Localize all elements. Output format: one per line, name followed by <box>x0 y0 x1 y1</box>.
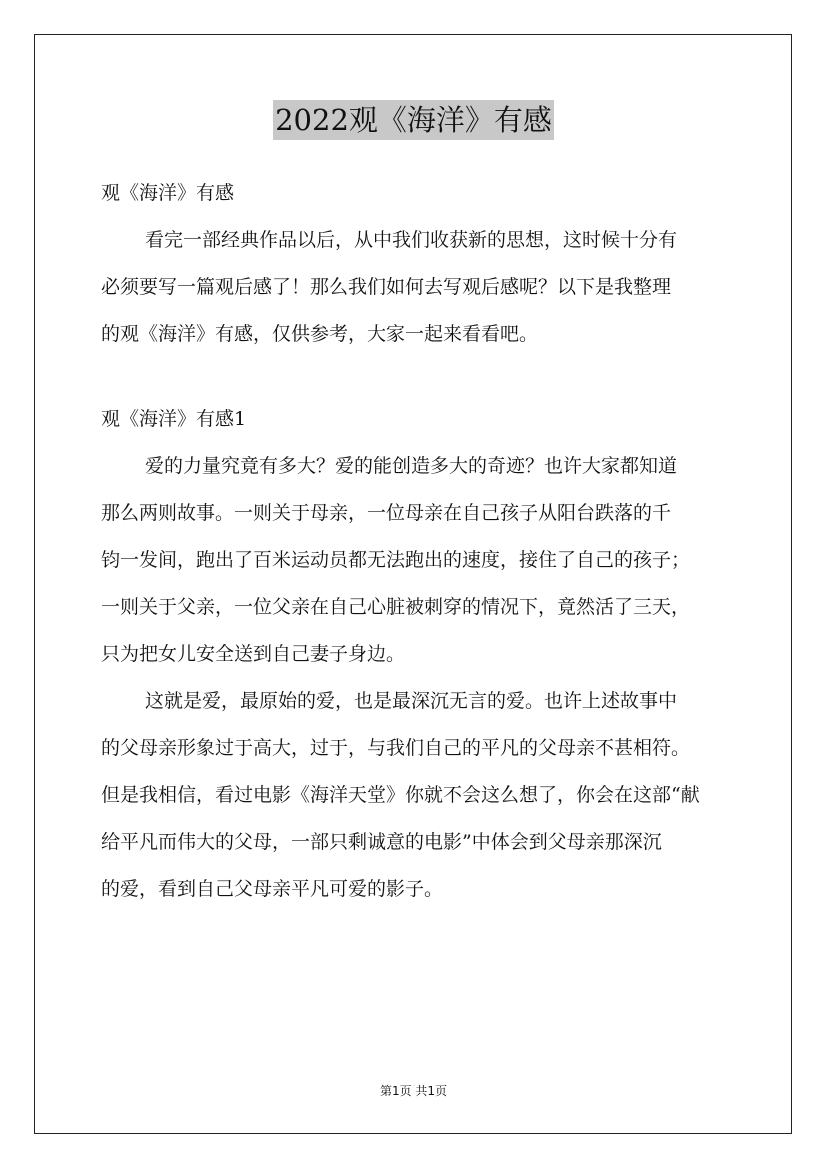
paragraph-line: 的爱，看到自己父母亲平凡可爱的影子。 <box>101 878 444 900</box>
paragraph-line: 的父母亲形象过于高大，过于，与我们自己的平凡的父母亲不甚相符。 <box>101 737 691 759</box>
section-heading: 观《海洋》有感1 <box>101 408 247 430</box>
paragraph-line: 一则关于父亲，一位父亲在自己心脏被刺穿的情况下，竟然活了三天， <box>101 596 691 618</box>
paragraph-line: 这就是爱，最原始的爱，也是最深沉无言的爱。也许上述故事中 <box>145 690 678 712</box>
intro-line: 看完一部经典作品以后，从中我们收获新的思想，这时候十分有 <box>145 229 678 251</box>
paragraph-line: 爱的力量究竟有多大？爱的能创造多大的奇迹？也许大家都知道 <box>145 455 678 477</box>
intro-line: 必须要写一篇观后感了！那么我们如何去写观后感呢？以下是我整理 <box>101 276 672 298</box>
spacer <box>101 358 729 396</box>
paragraph-line: 只为把女儿安全送到自己妻子身边。 <box>101 643 406 665</box>
page-footer: 第1页 共1页 <box>379 1084 448 1098</box>
document-title: 2022观《海洋》有感 <box>273 100 554 140</box>
title-container <box>0 100 827 140</box>
subtitle: 观《海洋》有感 <box>101 182 235 204</box>
paragraph-line: 给平凡而伟大的父母，一部只剩诚意的电影”中体会到父母亲那深沉 <box>101 831 662 853</box>
paragraph-line: 那么两则故事。一则关于母亲，一位母亲在自己孩子从阳台跌落的千 <box>101 502 672 524</box>
intro-line: 的观《海洋》有感，仅供参考，大家一起来看看吧。 <box>101 323 539 345</box>
document-body <box>101 170 729 913</box>
paragraph-line: 但是我相信，看过电影《海洋天堂》你就不会这么想了，你会在这部“献 <box>101 784 700 806</box>
paragraph-line: 钧一发间，跑出了百米运动员都无法跑出的速度，接住了自己的孩子； <box>101 549 691 571</box>
